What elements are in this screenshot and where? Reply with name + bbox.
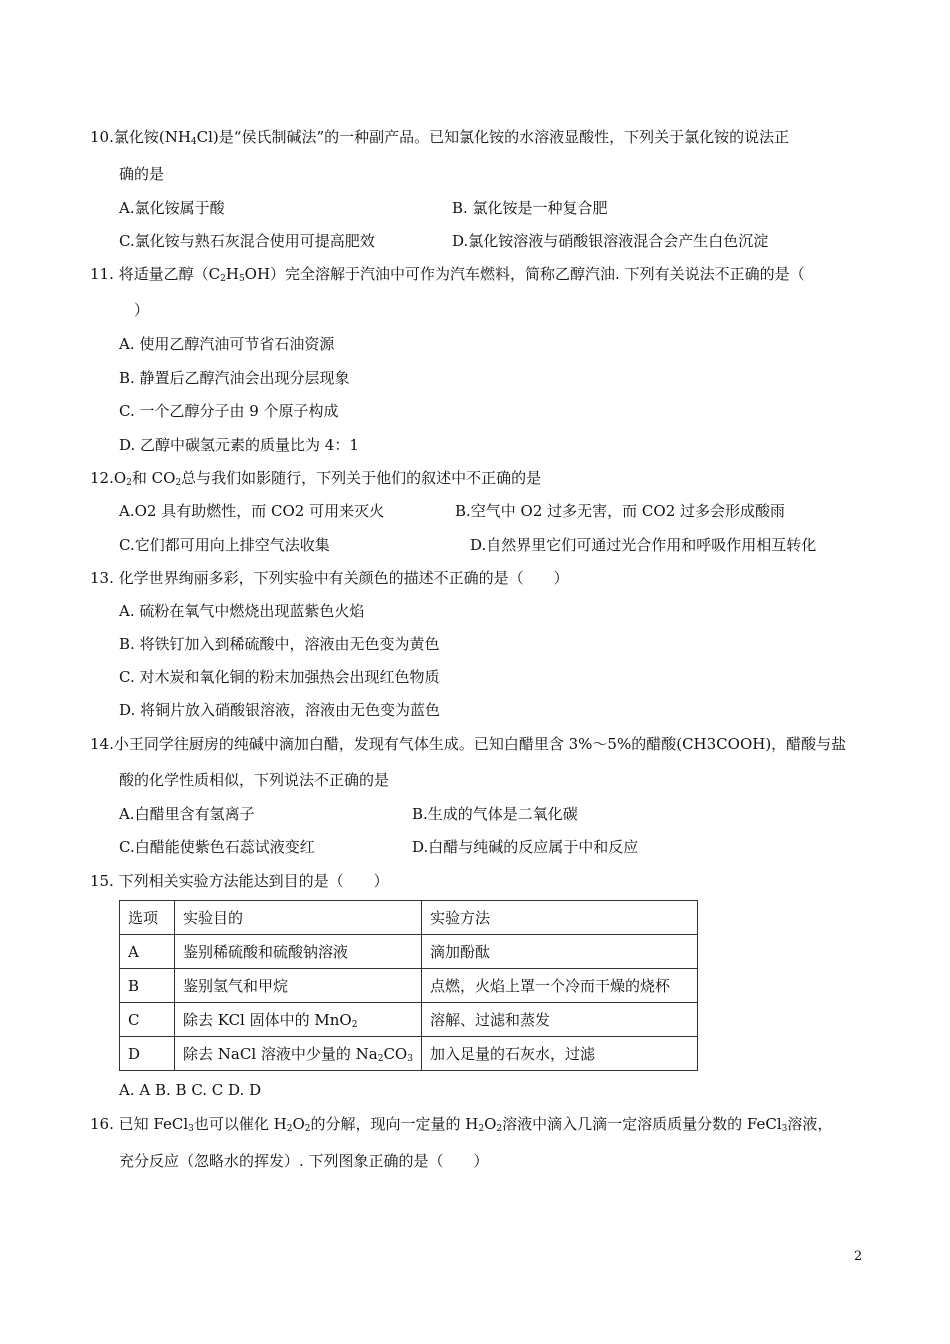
table-cell-option: B [120, 969, 175, 1003]
q16-sub-3: 2 [304, 1124, 311, 1134]
q13-option-c: C. 对木炭和氧化铜的粉末加强热会出现红色物质 [119, 668, 440, 686]
q11-text-2: H [225, 265, 239, 283]
q11-stem [90, 264, 805, 284]
q11-stem-cont: ） [134, 301, 150, 319]
q12-option-b: B.空气中 O2 过多无害，而 CO2 过多会形成酸雨 [455, 502, 786, 520]
q12-option-c: C.它们都可用向上排空气法收集 [119, 536, 330, 554]
goal-sub-2: 3 [407, 1054, 413, 1064]
page-number: 2 [854, 1249, 863, 1264]
q16-text-2: 也可以催化 H [193, 1115, 287, 1133]
table-header-cell: 选项 [120, 901, 175, 935]
q14-option-d: D.白醋与纯碱的反应属于中和反应 [412, 838, 639, 856]
table-cell-option: D [120, 1037, 175, 1071]
q10-text-1: 10.氯化铵(NH [90, 128, 191, 146]
q16-sub-2: 2 [286, 1124, 293, 1134]
q11-option-b: B. 静置后乙醇汽油会出现分层现象 [119, 369, 350, 387]
table-header-row [120, 901, 698, 935]
q10-option-a: A.氯化铵属于酸 [119, 199, 225, 217]
q12-text-2: 和 CO [131, 469, 176, 487]
q14-option-b: B.生成的气体是二氧化碳 [412, 805, 578, 823]
q12-text-1: 12.O [90, 469, 127, 487]
q12-text-3: 总与我们如影随行，下列关于他们的叙述中不正确的是 [181, 469, 542, 487]
q10-stem [90, 127, 789, 147]
q16-text-7: 溶液， [787, 1115, 833, 1133]
goal-text-2: CO [383, 1045, 408, 1063]
q11-option-a: A. 使用乙醇汽油可节省石油资源 [119, 335, 335, 353]
q16-sub-5: 2 [496, 1124, 503, 1134]
table-row [120, 1003, 698, 1037]
experiment-table [119, 900, 698, 1071]
table-cell-goal: 鉴别氢气和甲烷 [175, 969, 422, 1003]
q11-text-3: OH）完全溶解于汽油中可作为汽车燃料，简称乙醇汽油. 下列有关说法不正确的是（ [244, 265, 805, 283]
q16-text-4: 的分解，现向一定量的 H [310, 1115, 479, 1133]
q11-sub-2: 5 [238, 274, 245, 284]
q11-option-d: D. 乙醇中碳氢元素的质量比为 4：1 [119, 436, 359, 454]
q16-text-3: O [292, 1115, 305, 1133]
q15-stem: 15. 下列相关实验方法能达到目的是（ ） [90, 872, 389, 890]
table-cell-method: 加入足量的石灰水，过滤 [421, 1037, 697, 1071]
q10-sub-1: 4 [190, 137, 197, 147]
q13-option-d: D. 将铜片放入硝酸银溶液，溶液由无色变为蓝色 [119, 701, 441, 719]
q10-option-c: C.氯化铵与熟石灰混合使用可提高肥效 [119, 232, 375, 250]
table-row [120, 935, 698, 969]
q14-option-a: A.白醋里含有氢离子 [119, 805, 255, 823]
goal-sub: 2 [351, 1020, 358, 1030]
q14-option-c: C.白醋能使紫色石蕊试液变红 [119, 838, 315, 856]
q12-stem [90, 468, 541, 488]
goal-text: 除去 NaCl 溶液中少量的 Na [183, 1045, 378, 1063]
q10-option-d: D.氯化铵溶液与硝酸银溶液混合会产生白色沉淀 [452, 232, 769, 250]
table-cell-method: 溶解、过滤和蒸发 [421, 1003, 697, 1037]
q10-text-2: Cl)是“侯氏制碱法”的一种副产品。已知氯化铵的水溶液显酸性，下列关于氯化铵的说法正 [196, 128, 790, 146]
goal-sub: 2 [377, 1054, 384, 1064]
table-cell-goal [175, 1003, 422, 1037]
q16-stem [90, 1114, 832, 1134]
q15-answer-options: A. A B. B C. C D. D [119, 1081, 262, 1099]
q11-text-1: 11. 将适量乙醇（C [90, 265, 221, 283]
table-cell-goal: 鉴别稀硫酸和硫酸钠溶液 [175, 935, 422, 969]
q16-text-1: 16. 已知 FeCl [90, 1115, 189, 1133]
table-header-cell: 实验目的 [175, 901, 422, 935]
table-row [120, 1037, 698, 1071]
q16-stem-cont: 充分反应（忽略水的挥发）. 下列图象正确的是（ ） [119, 1152, 489, 1170]
q13-option-b: B. 将铁钉加入到稀硫酸中，溶液由无色变为黄色 [119, 635, 440, 653]
table-cell-option: A [120, 935, 175, 969]
q16-text-6: 溶液中滴入几滴一定溶质质量分数的 FeCl [502, 1115, 782, 1133]
q16-sub-4: 2 [478, 1124, 485, 1134]
q11-option-c: C. 一个乙醇分子由 9 个原子构成 [119, 402, 339, 420]
table-cell-method: 滴加酚酞 [421, 935, 697, 969]
table-row [120, 969, 698, 1003]
q12-option-d: D.自然界里它们可通过光合作用和呼吸作用相互转化 [470, 536, 817, 554]
q16-sub-1: 3 [188, 1124, 194, 1134]
q10-option-b: B. 氯化铵是一种复合肥 [452, 199, 608, 217]
q12-option-a: A.O2 具有助燃性，而 CO2 可用来灭火 [119, 502, 385, 520]
table-cell-option: C [120, 1003, 175, 1037]
table-header-cell: 实验方法 [421, 901, 697, 935]
q16-text-5: O [484, 1115, 497, 1133]
q11-sub-1: 2 [220, 274, 226, 284]
table-cell-goal [175, 1037, 422, 1071]
q12-sub-2: 2 [175, 478, 182, 488]
q16-sub-6: 3 [781, 1124, 788, 1134]
q14-stem: 14.小王同学往厨房的纯碱中滴加白醋，发现有气体生成。已知白醋里含 3%～5%的醋酸(CH3COOH)，醋酸与盐 [90, 735, 847, 753]
table-cell-method: 点燃，火焰上罩一个冷而干燥的烧杯 [421, 969, 697, 1003]
q14-stem-cont: 酸的化学性质相似，下列说法不正确的是 [119, 771, 390, 789]
q12-sub-1: 2 [126, 478, 132, 488]
q13-stem: 13. 化学世界绚丽多彩，下列实验中有关颜色的描述不正确的是（ ） [90, 569, 569, 587]
q13-option-a: A. 硫粉在氧气中燃烧出现蓝紫色火焰 [119, 602, 365, 620]
q10-stem-cont: 确的是 [119, 165, 165, 183]
goal-text: 除去 KCl 固体中的 MnO [183, 1011, 352, 1029]
